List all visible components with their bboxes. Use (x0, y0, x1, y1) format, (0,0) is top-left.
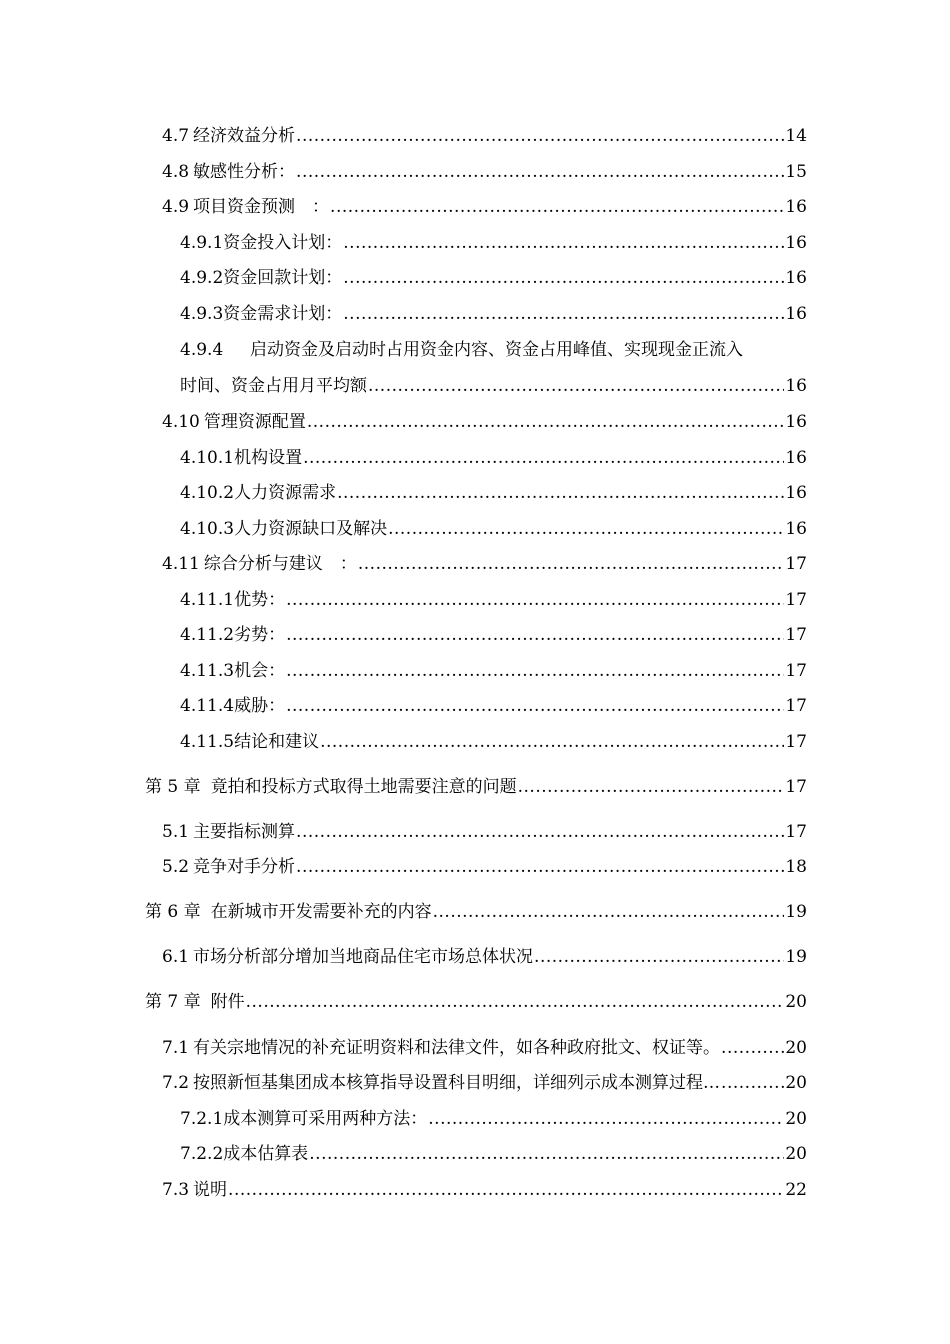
toc-entry-4-9-3[interactable] (180, 302, 807, 326)
toc-entry-4-9-4-cont[interactable] (180, 374, 807, 398)
toc-entry-chapter-6[interactable] (145, 900, 807, 924)
toc-leader (388, 517, 784, 541)
toc-title: 项目资金预测 ： (193, 197, 330, 217)
toc-entry-5-1[interactable] (162, 820, 807, 844)
toc-number: 4.8 (162, 162, 190, 182)
toc-entry-4-9-1[interactable] (180, 231, 807, 255)
toc-title: 竟拍和投标方式取得土地需要注意的问题 (210, 777, 517, 797)
toc-entry-6-1[interactable] (162, 945, 807, 969)
toc-title: 市场分析部分增加当地商品住宅市场总体状况 (193, 947, 534, 967)
toc-title: 机会： (234, 661, 286, 681)
toc-leader (286, 588, 784, 612)
toc-entry-7-2-1[interactable] (180, 1107, 807, 1131)
toc-entry-7-3[interactable] (162, 1178, 807, 1202)
toc-title: 按照新恒基集团成本核算指导设置科目明细，详细列示成本测算过程… (193, 1073, 721, 1093)
toc-leader (296, 855, 784, 879)
toc-number: 7.1 (162, 1038, 190, 1058)
toc-number: 4.11.3 (180, 661, 235, 681)
toc-leader (307, 410, 785, 434)
toc-page: 17 (785, 625, 807, 645)
toc-number: 4.11.2 (180, 625, 235, 645)
toc-leader (286, 659, 784, 683)
toc-page: 16 (785, 304, 807, 324)
toc-title: 有关宗地情况的补充证明资料和法律文件，如各种政府批文、权证等。 (193, 1038, 721, 1058)
toc-title: 竞争对手分析 (193, 857, 296, 877)
toc-number: 5.1 (162, 822, 190, 842)
toc-page: 18 (785, 857, 807, 877)
toc-entry-4-11-2[interactable] (180, 623, 807, 647)
toc-entry-4-10[interactable] (162, 410, 807, 434)
toc-page: 16 (785, 233, 807, 253)
toc-number: 4.9.4 (180, 340, 224, 360)
toc-entry-4-7[interactable] (162, 124, 807, 148)
toc-leader (343, 302, 784, 326)
toc-entry-7-2-2[interactable] (180, 1142, 807, 1166)
toc-page: 20 (785, 1144, 807, 1164)
toc-number: 4.9.2 (180, 268, 224, 288)
toc-page: 16 (785, 197, 807, 217)
toc-page: 20 (785, 1109, 807, 1129)
toc-title: 管理资源配置 (203, 412, 306, 432)
toc-number: 4.11.5 (180, 732, 235, 752)
toc-page: 14 (785, 126, 807, 146)
toc-title: 成本测算可采用两种方法： (223, 1109, 428, 1129)
toc-title: 资金投入计划： (223, 233, 343, 253)
toc-number: 4.9 (162, 197, 190, 217)
toc-page: 20 (785, 992, 807, 1012)
toc-title: 综合分析与建议 ： (203, 554, 357, 574)
toc-page: 20 (785, 1038, 807, 1058)
toc-page: 17 (785, 554, 807, 574)
toc-page: 19 (785, 947, 807, 967)
toc-title: 人力资源缺口及解决 (234, 519, 388, 539)
toc-number: 6.1 (162, 947, 190, 967)
toc-entry-4-8[interactable] (162, 160, 807, 184)
toc-page: 16 (785, 268, 807, 288)
toc-page: 17 (785, 732, 807, 752)
toc-entry-4-11[interactable] (162, 552, 807, 576)
toc-number: 第 5 章 (145, 777, 201, 797)
toc-page: 16 (785, 448, 807, 468)
toc-leader (296, 124, 784, 148)
toc-number: 第 7 章 (145, 992, 201, 1012)
toc-leader (534, 945, 784, 969)
toc-entry-7-1[interactable] (162, 1036, 807, 1060)
toc-title: 资金需求计划： (223, 304, 343, 324)
toc-leader (358, 552, 785, 576)
toc-leader (246, 990, 785, 1014)
toc-page: 16 (785, 376, 807, 396)
toc-title: 时间、资金占用月平均额 (180, 376, 367, 396)
toc-leader (428, 1107, 784, 1131)
toc-leader (343, 231, 784, 255)
toc-leader (330, 195, 784, 219)
toc-leader (433, 900, 785, 924)
toc-title: 敏感性分析： (193, 162, 296, 182)
toc-leader (343, 266, 784, 290)
toc-entry-4-10-1[interactable] (180, 446, 807, 470)
toc-leader (303, 446, 784, 470)
toc-number: 4.10.2 (180, 483, 235, 503)
toc-entry-7-2[interactable] (162, 1071, 807, 1095)
toc-page: 16 (785, 519, 807, 539)
toc-title: 结论和建议 (234, 732, 320, 752)
toc-leader (337, 481, 784, 505)
toc-page: 16 (785, 412, 807, 432)
toc-number: 4.9.1 (180, 233, 224, 253)
toc-page: 17 (785, 777, 807, 797)
toc-entry-4-11-5[interactable] (180, 730, 807, 754)
toc-leader (286, 623, 784, 647)
toc-number: 7.3 (162, 1180, 190, 1200)
toc-leader (368, 374, 784, 398)
toc-leader (518, 775, 785, 799)
toc-number: 第 6 章 (145, 902, 201, 922)
toc-entry-4-11-4[interactable] (180, 694, 807, 718)
toc-title: 资金回款计划： (223, 268, 343, 288)
toc-number: 7.2.1 (180, 1109, 224, 1129)
toc-title: 经济效益分析 (193, 126, 296, 146)
toc-title: 启动资金及启动时占用资金内容、资金占用峰值、实现现金正流入 (250, 340, 743, 360)
toc-entry-4-11-1[interactable] (180, 588, 807, 612)
toc-entry-4-10-3[interactable] (180, 517, 807, 541)
toc-entry-4-9-4[interactable] (180, 338, 807, 362)
toc-number: 5.2 (162, 857, 190, 877)
toc-title: 机构设置 (234, 448, 303, 468)
toc-leader (721, 1036, 784, 1060)
toc-page: 19 (785, 902, 807, 922)
toc-leader (296, 820, 784, 844)
toc-entry-chapter-7[interactable] (145, 990, 807, 1014)
toc-number: 4.10.3 (180, 519, 235, 539)
toc-entry-4-9-2[interactable] (180, 266, 807, 290)
toc-entry-4-9[interactable] (162, 195, 807, 219)
toc-number: 7.2.2 (180, 1144, 224, 1164)
toc-leader (228, 1178, 784, 1202)
toc-leader (286, 694, 784, 718)
toc-number: 4.7 (162, 126, 190, 146)
toc-number: 4.11 (162, 554, 200, 574)
toc-title: 附件 (210, 992, 245, 1012)
toc-number: 4.11.4 (180, 696, 235, 716)
toc-leader (309, 1142, 784, 1166)
toc-number: 4.9.3 (180, 304, 224, 324)
toc-number: 4.11.1 (180, 590, 235, 610)
toc-page: 20 (785, 1073, 807, 1093)
toc-entry-4-11-3[interactable] (180, 659, 807, 683)
toc-number: 4.10.1 (180, 448, 235, 468)
toc-entry-chapter-5[interactable] (145, 775, 807, 799)
toc-title: 优势： (234, 590, 286, 610)
toc-title: 说明 (193, 1180, 228, 1200)
toc-title: 成本估算表 (223, 1144, 309, 1164)
toc-title: 在新城市开发需要补充的内容 (210, 902, 432, 922)
toc-entry-4-10-2[interactable] (180, 481, 807, 505)
toc-number: 4.10 (162, 412, 200, 432)
toc-entry-5-2[interactable] (162, 855, 807, 879)
toc-leader (721, 1071, 784, 1095)
toc-page: 17 (785, 590, 807, 610)
toc-leader (296, 160, 784, 184)
toc-page: 15 (785, 162, 807, 182)
toc-page: 17 (785, 696, 807, 716)
toc-title: 威胁： (234, 696, 286, 716)
toc-page: 22 (785, 1180, 807, 1200)
toc-leader (320, 730, 784, 754)
toc-page: 17 (785, 661, 807, 681)
toc-title: 主要指标测算 (193, 822, 296, 842)
toc-title: 劣势： (234, 625, 286, 645)
toc-page: 17 (785, 822, 807, 842)
toc-number: 7.2 (162, 1073, 190, 1093)
toc-page: 16 (785, 483, 807, 503)
toc-title: 人力资源需求 (234, 483, 337, 503)
